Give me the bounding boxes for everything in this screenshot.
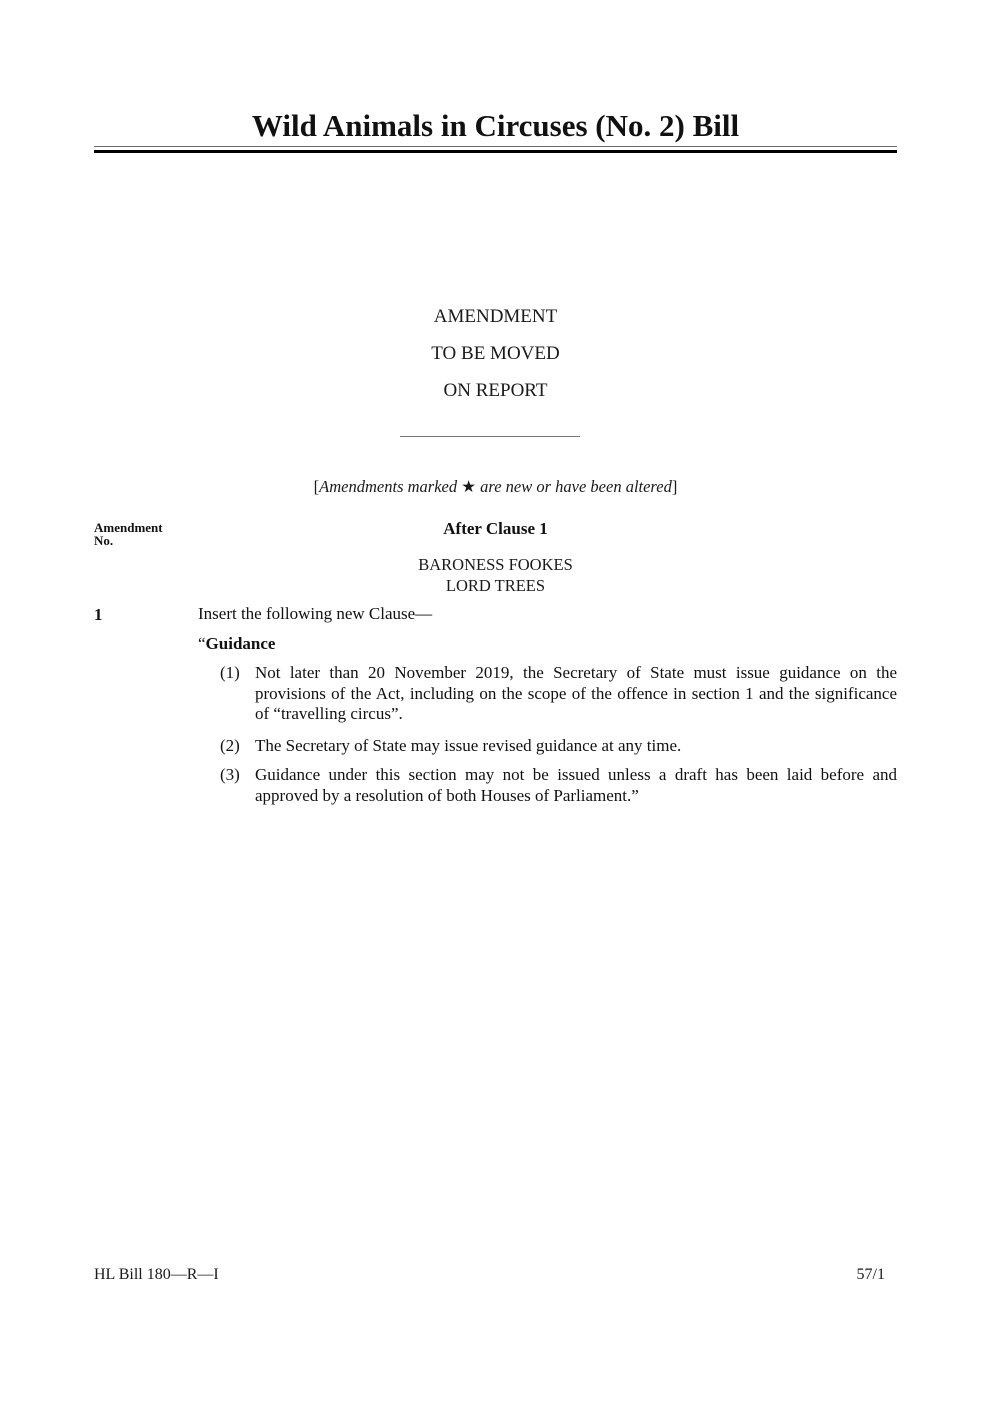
note-close-bracket: ] — [671, 477, 678, 496]
sponsor-2: LORD TREES — [445, 576, 546, 595]
paragraph-number: (1) — [220, 663, 240, 682]
paragraph-1 — [220, 663, 897, 725]
heading-to-be-moved: TO BE MOVED — [431, 343, 560, 364]
amendment-label-line2: No. — [94, 533, 114, 548]
paragraph-2 — [220, 736, 897, 757]
amendment-number: 1 — [94, 605, 103, 624]
paragraph-text: Guidance under this section may not be issued unless a draft has been laid before and approved by a resolution of both Houses of Parliament.” — [255, 765, 897, 805]
note-text-after: are new or have been altered — [476, 477, 672, 496]
paragraph-3 — [220, 765, 897, 806]
note-open-bracket: [ — [313, 477, 320, 496]
clause-heading — [198, 634, 275, 654]
amendment-instruction: Insert the following new Clause— — [198, 604, 433, 623]
title-rule-thick — [94, 150, 897, 153]
title-rule-thin — [94, 146, 897, 147]
bill-title: Wild Animals in Circuses (No. 2) Bill — [251, 108, 740, 143]
paragraph-number: (2) — [220, 736, 240, 755]
footer-bill-reference: HL Bill 180—R—I — [94, 1266, 219, 1283]
star-icon: ★ — [461, 477, 477, 496]
open-quote: “ — [198, 634, 206, 653]
footer-page-reference: 57/1 — [856, 1266, 885, 1283]
heading-separator — [400, 436, 580, 437]
amendments-note — [0, 477, 991, 497]
paragraph-text: Not later than 20 November 2019, the Secretary of State must issue guidance on the provisions of the Act, including on the scope of the offence in section 1 and the significance of “travelling circus”. — [255, 663, 897, 723]
paragraph-text: The Secretary of State may issue revised guidance at any time. — [255, 736, 682, 755]
heading-amendment: AMENDMENT — [433, 306, 558, 327]
sponsor-1: BARONESS FOOKES — [418, 555, 573, 574]
clause-title: Guidance — [205, 634, 276, 653]
paragraph-number: (3) — [220, 765, 240, 784]
section-heading: After Clause 1 — [443, 519, 548, 538]
heading-on-report: ON REPORT — [443, 380, 548, 401]
note-text-before: Amendments marked — [319, 477, 462, 496]
amendment-label-line1: Amendment — [94, 520, 163, 535]
